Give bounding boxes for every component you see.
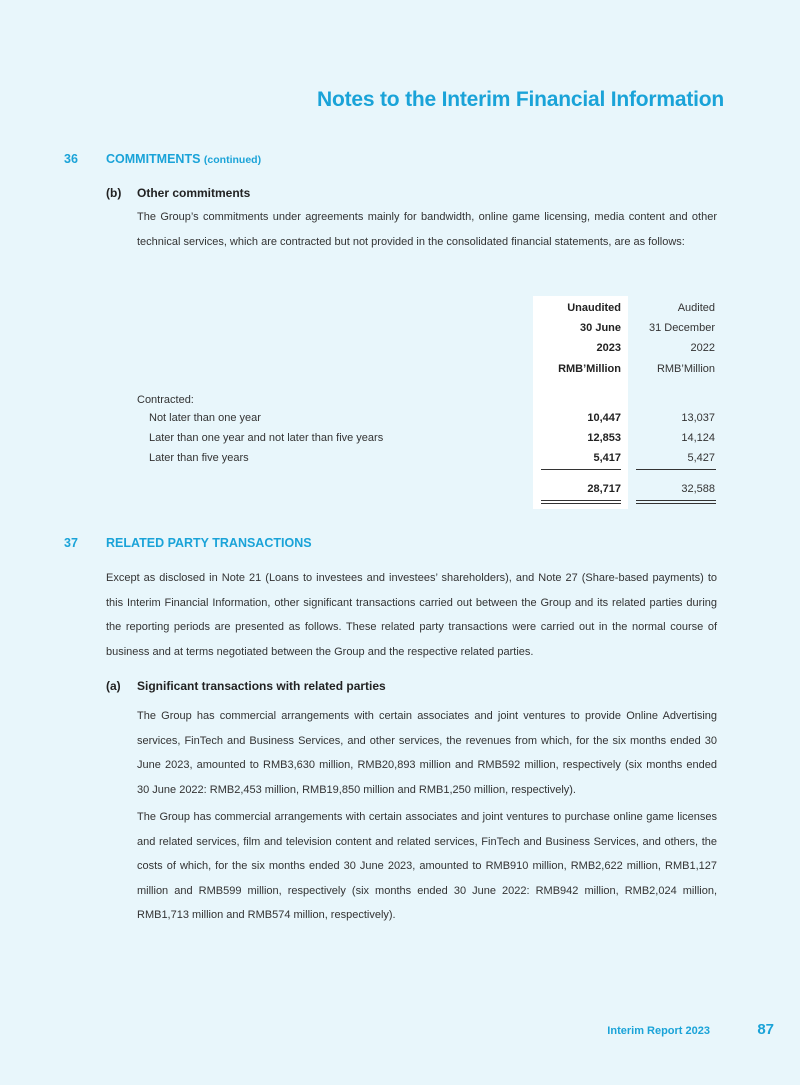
section-36-number: 36 <box>64 152 78 166</box>
total-double-rule-unaudited <box>541 503 621 504</box>
report-label: Interim Report 2023 <box>607 1025 710 1037</box>
col-header-2022: 2022 <box>690 342 715 354</box>
table-cell-unaudited: 5,417 <box>593 452 621 464</box>
section-37-number: 37 <box>64 536 78 550</box>
page-title: Notes to the Interim Financial Information <box>317 88 724 111</box>
subtotal-rule-audited <box>636 469 716 470</box>
table-row-label: Not later than one year <box>149 412 261 424</box>
table-cell-audited: 5,427 <box>687 452 715 464</box>
subsection-a-paragraph-1: The Group has commercial arrangements with certain associates and joint ventures to provide Online Advertising services, FinTech and Business Services, and other services, the revenues from which, for the six months ended 30 June 2023, amounted to RMB3,630 million, RMB20,893 million and RMB592 million, respectively (six months ended 30 June 2022: RMB2,453 million, RMB19,850 million and RMB1,250 million, respectively). <box>137 710 717 796</box>
subtotal-rule-unaudited <box>541 469 621 470</box>
col-header-31-december: 31 December <box>648 322 715 334</box>
subsection-b-text: The Group’s commitments under agreements mainly for bandwidth, online game licensing, media content and other technical services, which are contracted but not provided in the consolidated financial statements, are as follows: <box>137 211 717 248</box>
col-header-rmb-million-2023: RMB’Million <box>558 363 621 375</box>
section-37-title: RELATED PARTY TRANSACTIONS <box>106 536 312 550</box>
col-header-2023: 2023 <box>596 342 621 354</box>
subsection-a-title: Significant transactions with related parties <box>137 679 386 693</box>
table-cell-audited: 13,037 <box>681 412 715 424</box>
total-double-rule-audited <box>636 503 716 504</box>
subsection-a-paragraph-2: The Group has commercial arrangements with certain associates and joint ventures to purchase online game licenses and related services, film and television content and related services, FinTech and Business Services, and others, the costs of which, for the six months ended 30 June 2023, amounted to RMB910 million, RMB2,622 million, RMB1,127 million and RMB599 million, respectively (six months ended 30 June 2022: RMB942 million, RMB2,024 million, RMB1,713 million and RMB574 million, respectively). <box>137 811 717 921</box>
table-total-unaudited: 28,717 <box>587 483 621 495</box>
table-cell-unaudited: 12,853 <box>587 432 621 444</box>
col-header-30-june: 30 June <box>580 322 621 334</box>
table-row-label: Later than one year and not later than five years <box>149 432 384 444</box>
table-total-audited: 32,588 <box>681 483 715 495</box>
subsection-b-title: Other commitments <box>137 186 251 200</box>
page-number: 87 <box>757 1021 774 1038</box>
subsection-a-label: (a) <box>106 679 121 693</box>
total-double-rule-unaudited <box>541 500 621 501</box>
contracted-label: Contracted: <box>137 394 194 406</box>
table-row-label: Later than five years <box>149 452 249 464</box>
total-double-rule-audited <box>636 500 716 501</box>
col-header-rmb-million-2022: RMB’Million <box>656 363 715 375</box>
subsection-a-heading <box>106 679 386 693</box>
section-37-intro: Except as disclosed in Note 21 (Loans to investees and investees’ shareholders), and Note 27 (Share-based payments) to this Interim Financial Information, other significant transactions carried out between the Group and its related parties during the reporting periods are presented as follows. These related party transactions were carried out in the normal course of business and at terms negotiated between the Group and the respective related parties. <box>106 572 717 658</box>
section-36-continued: (continued) <box>203 154 262 166</box>
subsection-b-heading <box>106 186 250 200</box>
table-cell-unaudited: 10,447 <box>587 412 621 424</box>
section-36-title: COMMITMENTS <box>106 152 201 166</box>
col-header-unaudited: Unaudited <box>567 302 621 314</box>
subsection-b-label: (b) <box>106 186 122 200</box>
table-cell-audited: 14,124 <box>681 432 715 444</box>
section-36-heading <box>64 152 261 166</box>
col-header-audited: Audited <box>677 302 715 314</box>
section-37-heading <box>64 536 312 550</box>
